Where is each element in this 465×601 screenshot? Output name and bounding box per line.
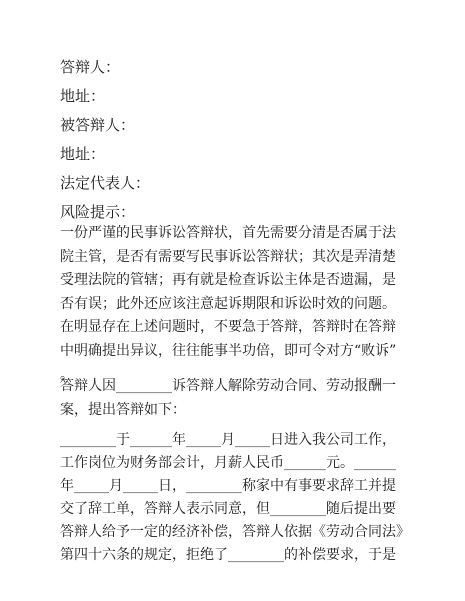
respondent-address-label: 地址：	[60, 87, 106, 105]
text-line: 在明显存在上述问题时，不要急于答辩，答辩时在答辩	[60, 319, 396, 336]
claimant-label: 被答辩人：	[60, 116, 136, 134]
text-line: 一份严谨的民事诉讼答辩状，首先需要分清是否属于法	[60, 225, 396, 241]
text-line: 否有误；此外还应该注意起诉期限和诉讼时效的问题。	[60, 295, 396, 312]
respondent-label: 答辩人：	[60, 58, 121, 76]
text-line: 交了辞工单，答辩人表示同意，但________随后提出要	[60, 501, 396, 517]
defense-body-paragraph	[60, 429, 412, 567]
text-line: 案，提出答辩如下：	[60, 402, 186, 418]
text-line: 院主管，是否有需要写民事诉讼答辩状；其次是弄清楚	[60, 248, 396, 265]
text-line: 受理法院的管辖；再有就是检查诉讼主体是否遗漏，是	[60, 272, 396, 289]
text-line: 答辩人给予一定的经济补偿，答辩人依据《劳动合同法》	[60, 524, 410, 540]
risk-notice-label: 风险提示：	[60, 203, 136, 221]
defense-intro-paragraph	[60, 374, 412, 422]
text-line: ________于______年_____月_____日进入我公司工作，	[60, 432, 396, 448]
text-line: 答辩人因________诉答辩人解除劳动合同、劳动报酬一	[60, 378, 396, 394]
claimant-address-label: 地址：	[60, 145, 106, 163]
text-line: 年_____月_____日，________称家中有事要求辞工并提	[60, 478, 396, 494]
risk-notice-paragraph	[60, 222, 412, 387]
legal-representative-label: 法定代表人：	[60, 174, 151, 192]
text-line: 工作岗位为财务部会计，月薪人民币______元。______	[60, 455, 396, 471]
text-line: 中明确提出异议，往往能事半功倍，即可令对方“败诉”	[60, 342, 397, 359]
text-line: 。	[60, 366, 74, 383]
text-line: 第四十六条的规定，拒绝了________的补偿要求，于是	[60, 547, 396, 563]
